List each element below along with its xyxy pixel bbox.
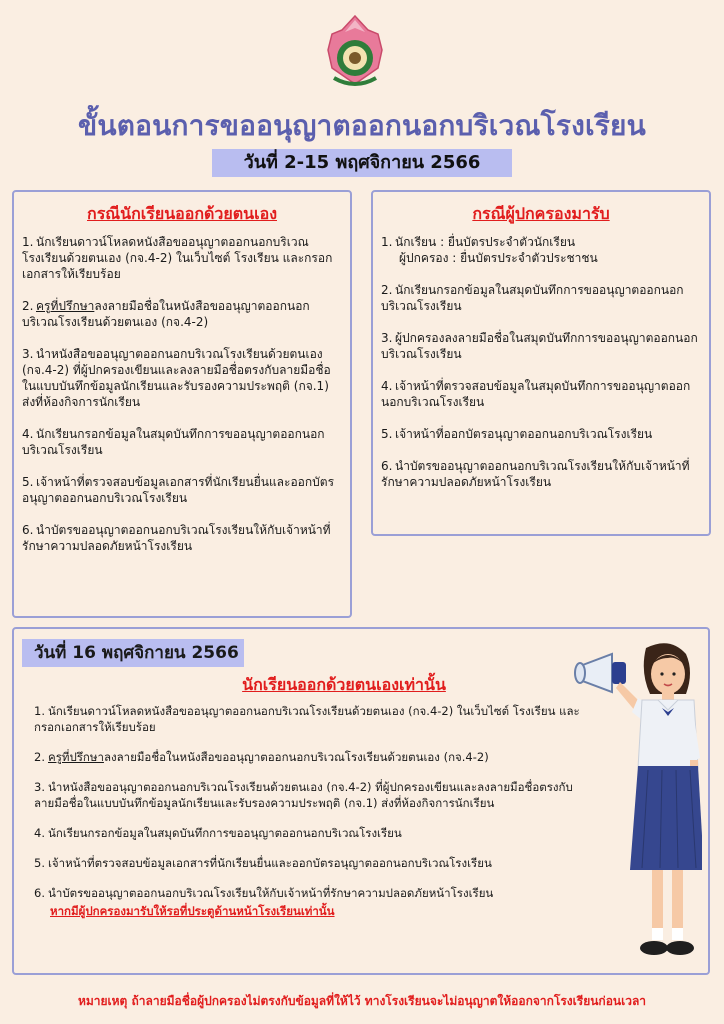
list-item: 1. นักเรียน : ยื่นบัตรประจำตัวนักเรียน ผู้ปกครอง : ยื่นบัตรประจำตัวประชาชน <box>381 235 598 265</box>
list-item: 1. นักเรียนดาวน์โหลดหนังสือขออนุญาตออกนอกบริเวณโรงเรียนด้วยตนเอง (กจ.4-2) ในเว็บไซต์ โรงเรียน และกรอกเอกสารให้เรียบร้อย <box>22 235 333 281</box>
self-exit-panel <box>12 190 352 618</box>
list-item: 4. นักเรียนกรอกข้อมูลในสมุดบันทึกการขออนุญาตออกนอกบริเวณโรงเรียน <box>22 427 325 457</box>
self-exit-steps <box>22 234 344 570</box>
page-title: ขั้นตอนการขออนุญาตออกนอกบริเวณโรงเรียน <box>78 109 646 142</box>
list-item: 4. นักเรียนกรอกข้อมูลในสมุดบันทึกการขออนุญาตออกนอกบริเวณโรงเรียน <box>34 826 402 840</box>
list-item: 2. ครูที่ปรึกษาลงลายมือชื่อในหนังสือขออนุญาตออกนอกบริเวณโรงเรียนด้วยตนเอง (กจ.4-2) <box>34 750 489 764</box>
nov16-heading: นักเรียนออกด้วยตนเองเท่านั้น <box>242 675 446 694</box>
list-item: 3. นำหนังสือขออนุญาตออกนอกบริเวณโรงเรียนด้วยตนเอง (กจ.4-2) ที่ผู้ปกครองเขียนและลงลายมือชื่อตรงกับลายมือชื่อในแบบบันทึกข้อมูลนักเรียนและรับรองความประพฤติ (กจ.1) ส่งที่ห้องกิจการนักเรียน <box>34 780 573 810</box>
parent-pickup-heading: กรณีผู้ปกครองมารับ <box>472 204 610 223</box>
footer-note: หมายเหตุ ถ้าลายมือชื่อผู้ปกครองไม่ตรงกับข้อมูลที่ให้ไว้ ทางโรงเรียนจะไม่อนุญาตให้ออกจากโรงเรียนก่อนเวลา <box>77 994 647 1008</box>
list-item: 3. นำหนังสือขออนุญาตออกนอกบริเวณโรงเรียนด้วยตนเอง (กจ.4-2) ที่ผู้ปกครองเขียนและลงลายมือชื่อตรงกับลายมือชื่อในแบบบันทึกข้อมูลนักเรียนและรับรองความประพฤติ (กจ.1) ส่งที่ห้องกิจการนักเรียน <box>22 347 331 409</box>
list-item: 2. นักเรียนกรอกข้อมูลในสมุดบันทึกการขออนุญาตออกนอกบริเวณโรงเรียน <box>381 283 684 313</box>
student-megaphone-icon <box>572 638 702 968</box>
parent-pickup-steps <box>381 234 703 506</box>
list-item: 5. เจ้าหน้าที่ออกบัตรอนุญาตออกนอกบริเวณโรงเรียน <box>381 427 653 441</box>
self-exit-heading: กรณีนักเรียนออกด้วยตนเอง <box>87 204 277 223</box>
parent-pickup-note: หากมีผู้ปกครองมารับให้รอที่ประตูด้านหน้าโรงเรียนเท่านั้น <box>50 904 335 918</box>
nov16-steps <box>34 703 586 933</box>
nov16-date-badge: วันที่ 16 พฤศจิกายน 2566 <box>22 639 244 667</box>
list-item: 6. นำบัตรขออนุญาตออกนอกบริเวณโรงเรียนให้กับเจ้าหน้าที่รักษาความปลอดภัยหน้าโรงเรียน <box>381 459 690 489</box>
list-item: 2. ครูที่ปรึกษาลงลายมือชื่อในหนังสือขออนุญาตออกนอกบริเวณโรงเรียนด้วยตนเอง (กจ.4-2) <box>22 299 310 329</box>
list-item: 6. นำบัตรขออนุญาตออกนอกบริเวณโรงเรียนให้กับเจ้าหน้าที่รักษาความปลอดภัยหน้าโรงเรียน หากมีผู้ปกครองมารับให้รอที่ประตูด้านหน้าโรงเรียนเท่านั้น <box>34 885 586 919</box>
list-item: 1. นักเรียนดาวน์โหลดหนังสือขออนุญาตออกนอกบริเวณโรงเรียนด้วยตนเอง (กจ.4-2) ในเว็บไซต์ โรงเรียน และกรอกเอกสารให้เรียบร้อย <box>34 704 580 734</box>
list-item: 5. เจ้าหน้าที่ตรวจสอบข้อมูลเอกสารที่นักเรียนยื่นและออกบัตรอนุญาตออกนอกบริเวณโรงเรียน <box>22 475 335 505</box>
list-item: 6. นำบัตรขออนุญาตออกนอกบริเวณโรงเรียนให้กับเจ้าหน้าที่รักษาความปลอดภัยหน้าโรงเรียน <box>22 523 331 553</box>
school-emblem-icon <box>320 12 390 92</box>
list-item: 3. ผู้ปกครองลงลายมือชื่อในสมุดบันทึกการขออนุญาตออกนอกบริเวณโรงเรียน <box>381 331 698 361</box>
list-item: 5. เจ้าหน้าที่ตรวจสอบข้อมูลเอกสารที่นักเรียนยื่นและออกบัตรอนุญาตออกนอกบริเวณโรงเรียน <box>34 856 492 870</box>
list-item: 4. เจ้าหน้าที่ตรวจสอบข้อมูลในสมุดบันทึกการขออนุญาตออกนอกบริเวณโรงเรียน <box>381 379 691 409</box>
parent-pickup-panel <box>371 190 711 536</box>
date-range-badge: วันที่ 2-15 พฤศจิกายน 2566 <box>212 149 512 177</box>
